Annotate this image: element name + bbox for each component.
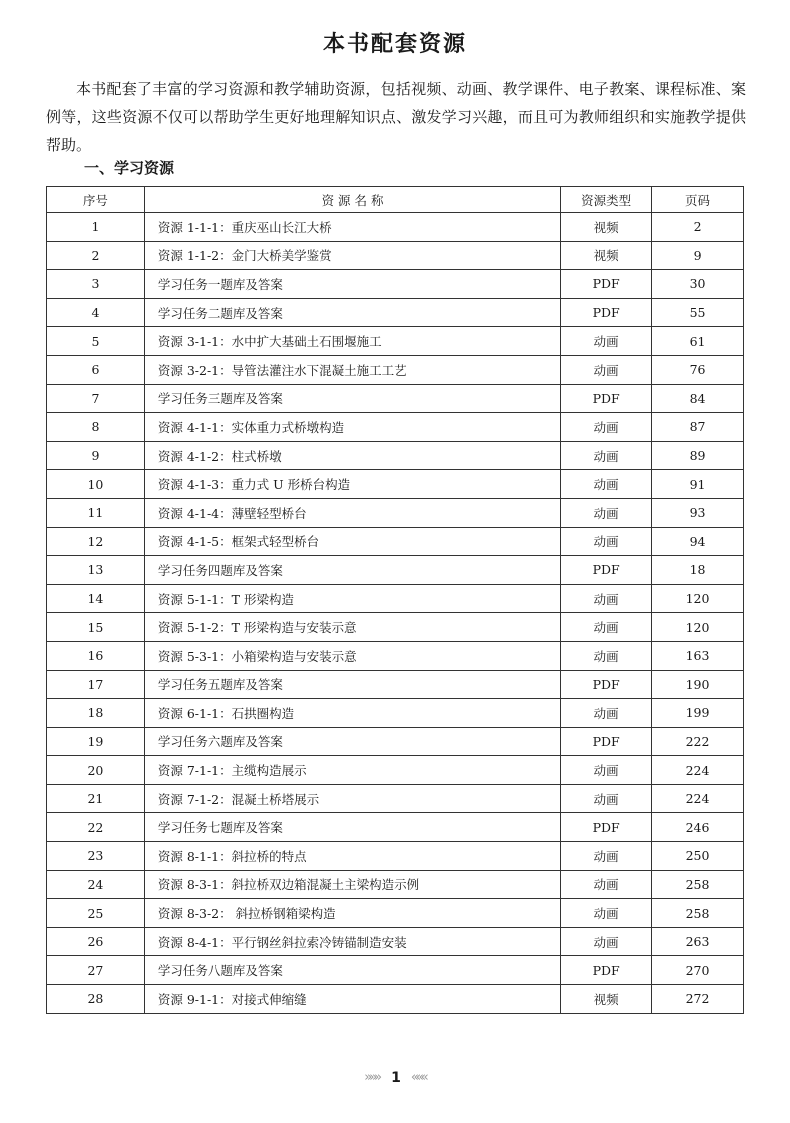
- chevron-right-ornament-icon: »»»: [364, 1070, 380, 1085]
- table-row: [47, 699, 744, 728]
- resource-type: 动画: [561, 413, 652, 442]
- resource-name: 资源 9-1-1：对接式伸缩缝: [144, 985, 560, 1014]
- resource-name: 学习任务一题库及答案: [144, 270, 560, 299]
- resource-type: 动画: [561, 355, 652, 384]
- table-row: [47, 384, 744, 413]
- row-number: 26: [47, 927, 145, 956]
- row-number: 27: [47, 956, 145, 985]
- row-number: 12: [47, 527, 145, 556]
- row-number: 22: [47, 813, 145, 842]
- resource-type: 动画: [561, 441, 652, 470]
- row-number: 3: [47, 270, 145, 299]
- resource-name: 资源 8-4-1：平行钢丝斜拉索冷铸锚制造安装: [144, 927, 560, 956]
- page-ref: 87: [652, 413, 744, 442]
- resource-type: PDF: [561, 270, 652, 299]
- section-heading: 一、学习资源: [84, 159, 175, 177]
- page-ref: 190: [652, 670, 744, 699]
- resource-name: 资源 5-3-1：小箱梁构造与安装示意: [144, 641, 560, 670]
- row-number: 14: [47, 584, 145, 613]
- intro-paragraph: 本书配套了丰富的学习资源和教学辅助资源，包括视频、动画、教学课件、电子教案、课程标准、案例等，这些资源不仅可以帮助学生更好地理解知识点、激发学习兴趣，而且可为教师组织和实施教学提供帮助。: [46, 80, 746, 154]
- resource-name: 资源 1-1-1：重庆巫山长江大桥: [144, 213, 560, 242]
- table-row: [47, 784, 744, 813]
- resource-name: 资源 4-1-4：薄壁轻型桥台: [144, 498, 560, 527]
- page-ref: 163: [652, 641, 744, 670]
- resource-type: 动画: [561, 470, 652, 499]
- page-title: 本书配套资源: [322, 32, 467, 57]
- resource-type: 动画: [561, 927, 652, 956]
- resource-name: 资源 7-1-1：主缆构造展示: [144, 756, 560, 785]
- resource-name: 学习任务六题库及答案: [144, 727, 560, 756]
- row-number: 23: [47, 842, 145, 871]
- row-number: 20: [47, 756, 145, 785]
- page-ref: 2: [652, 213, 744, 242]
- page-ref: 93: [652, 498, 744, 527]
- table-row: [47, 556, 744, 585]
- row-number: 2: [47, 241, 145, 270]
- row-number: 8: [47, 413, 145, 442]
- table-row: [47, 498, 744, 527]
- page-ref: 30: [652, 270, 744, 299]
- table-header-row: [47, 187, 744, 213]
- page-ref: 55: [652, 298, 744, 327]
- table-row: [47, 956, 744, 985]
- resource-type: 动画: [561, 899, 652, 928]
- resource-type: PDF: [561, 956, 652, 985]
- resource-name: 学习任务二题库及答案: [144, 298, 560, 327]
- page-ref: 258: [652, 870, 744, 899]
- page-ref: 9: [652, 241, 744, 270]
- table-row: [47, 470, 744, 499]
- page-ref: 120: [652, 613, 744, 642]
- table-row: [47, 985, 744, 1014]
- resource-type: PDF: [561, 556, 652, 585]
- resource-type: 动画: [561, 527, 652, 556]
- row-number: 24: [47, 870, 145, 899]
- row-number: 16: [47, 641, 145, 670]
- row-number: 4: [47, 298, 145, 327]
- header-number: 序号: [47, 187, 145, 213]
- resource-name: 资源 8-3-2： 斜拉桥钢箱梁构造: [144, 899, 560, 928]
- table-row: [47, 241, 744, 270]
- resource-name: 学习任务四题库及答案: [144, 556, 560, 585]
- resource-name: 学习任务三题库及答案: [144, 384, 560, 413]
- page-ref: 258: [652, 899, 744, 928]
- row-number: 1: [47, 213, 145, 242]
- table-row: [47, 527, 744, 556]
- resource-type: 动画: [561, 699, 652, 728]
- resource-type: 动画: [561, 498, 652, 527]
- page-number: 1: [391, 1070, 401, 1086]
- resource-type: 动画: [561, 641, 652, 670]
- page-ref: 222: [652, 727, 744, 756]
- table-row: [47, 584, 744, 613]
- row-number: 21: [47, 784, 145, 813]
- table-row: [47, 413, 744, 442]
- page-ref: 84: [652, 384, 744, 413]
- resource-name: 学习任务五题库及答案: [144, 670, 560, 699]
- table-row: [47, 213, 744, 242]
- resource-name: 学习任务七题库及答案: [144, 813, 560, 842]
- resource-type: PDF: [561, 813, 652, 842]
- resource-name: 资源 4-1-1：实体重力式桥墩构造: [144, 413, 560, 442]
- resource-name: 资源 3-1-1：水中扩大基础土石围堰施工: [144, 327, 560, 356]
- resource-type: 动画: [561, 584, 652, 613]
- page-footer: [0, 1068, 790, 1088]
- table-row: [47, 842, 744, 871]
- row-number: 19: [47, 727, 145, 756]
- table-row: [47, 727, 744, 756]
- row-number: 10: [47, 470, 145, 499]
- page-ref: 224: [652, 784, 744, 813]
- table-row: [47, 355, 744, 384]
- page-ref: 94: [652, 527, 744, 556]
- row-number: 5: [47, 327, 145, 356]
- page-ref: 61: [652, 327, 744, 356]
- table-row: [47, 670, 744, 699]
- row-number: 7: [47, 384, 145, 413]
- table-row: [47, 927, 744, 956]
- chevron-left-ornament-icon: «««: [410, 1070, 426, 1085]
- row-number: 11: [47, 498, 145, 527]
- table-row: [47, 870, 744, 899]
- page-ref: 76: [652, 355, 744, 384]
- resource-name: 资源 6-1-1：石拱圈构造: [144, 699, 560, 728]
- resource-name: 学习任务八题库及答案: [144, 956, 560, 985]
- page-ref: 91: [652, 470, 744, 499]
- resource-type: PDF: [561, 298, 652, 327]
- resource-name: 资源 5-1-1：T 形梁构造: [144, 584, 560, 613]
- page-ref: 246: [652, 813, 744, 842]
- row-number: 13: [47, 556, 145, 585]
- resource-name: 资源 5-1-2：T 形梁构造与安装示意: [144, 613, 560, 642]
- page-ref: 89: [652, 441, 744, 470]
- table-body: [47, 213, 744, 1014]
- row-number: 6: [47, 355, 145, 384]
- resource-type: 动画: [561, 870, 652, 899]
- resource-type: PDF: [561, 727, 652, 756]
- resource-name: 资源 8-3-1：斜拉桥双边箱混凝土主梁构造示例: [144, 870, 560, 899]
- table-row: [47, 641, 744, 670]
- resource-type: 动画: [561, 613, 652, 642]
- resource-type: 动画: [561, 842, 652, 871]
- resource-name: 资源 3-2-1：导管法灌注水下混凝土施工工艺: [144, 355, 560, 384]
- row-number: 9: [47, 441, 145, 470]
- table-row: [47, 613, 744, 642]
- resource-type: 视频: [561, 985, 652, 1014]
- table-row: [47, 327, 744, 356]
- table-row: [47, 270, 744, 299]
- resource-type: 视频: [561, 213, 652, 242]
- page-ref: 18: [652, 556, 744, 585]
- page-ref: 270: [652, 956, 744, 985]
- table-row: [47, 813, 744, 842]
- resource-table: [46, 186, 744, 1014]
- row-number: 18: [47, 699, 145, 728]
- resource-name: 资源 1-1-2：金门大桥美学鉴赏: [144, 241, 560, 270]
- header-page: 页码: [652, 187, 744, 213]
- row-number: 28: [47, 985, 145, 1014]
- resource-type: PDF: [561, 670, 652, 699]
- resource-name: 资源 8-1-1：斜拉桥的特点: [144, 842, 560, 871]
- resource-name: 资源 4-1-3：重力式 U 形桥台构造: [144, 470, 560, 499]
- table-row: [47, 298, 744, 327]
- page-ref: 120: [652, 584, 744, 613]
- resource-type: 动画: [561, 327, 652, 356]
- row-number: 17: [47, 670, 145, 699]
- resource-type: 视频: [561, 241, 652, 270]
- resource-type: PDF: [561, 384, 652, 413]
- page-ref: 263: [652, 927, 744, 956]
- table-row: [47, 756, 744, 785]
- page-ref: 250: [652, 842, 744, 871]
- resource-name: 资源 7-1-2：混凝土桥塔展示: [144, 784, 560, 813]
- page-ref: 272: [652, 985, 744, 1014]
- header-resource-type: 资源类型: [561, 187, 652, 213]
- row-number: 15: [47, 613, 145, 642]
- header-resource-name: 资 源 名 称: [144, 187, 560, 213]
- resource-name: 资源 4-1-5：框架式轻型桥台: [144, 527, 560, 556]
- row-number: 25: [47, 899, 145, 928]
- table-row: [47, 441, 744, 470]
- resource-type: 动画: [561, 756, 652, 785]
- page-ref: 199: [652, 699, 744, 728]
- page-ref: 224: [652, 756, 744, 785]
- resource-type: 动画: [561, 784, 652, 813]
- resource-name: 资源 4-1-2：柱式桥墩: [144, 441, 560, 470]
- table-row: [47, 899, 744, 928]
